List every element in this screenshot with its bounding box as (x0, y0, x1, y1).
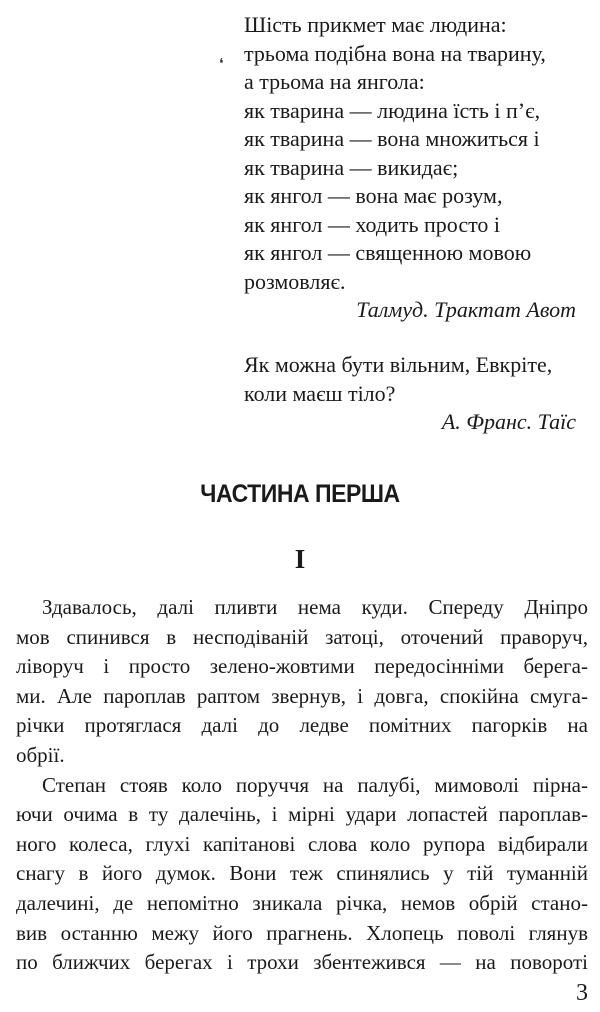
text-line: мов спинився в несподіваній затоці, оточений праворуч, (16, 624, 588, 649)
text-line: ліворуч і просто зелено-жовтими передосінніми берега- (16, 654, 588, 679)
epigraph-line: як янгол — ходить просто і (244, 211, 501, 237)
chapter-body (16, 593, 588, 978)
epigraph-line: розмовляє. (244, 268, 346, 294)
stray-mark: ❛ (219, 57, 224, 72)
page-number: 3 (576, 980, 588, 1006)
epigraph-line: Шість прикмет має людина: (244, 12, 507, 37)
epigraph-source: Талмуд. Трактат Авот (356, 297, 576, 322)
epigraph-source: А. Франс. Таїс (441, 409, 576, 434)
epigraph-line: як тварина — людина їсть і п’є, (244, 97, 541, 123)
epigraph-line: трьома подібна вона на тварину, (244, 40, 546, 66)
text-line: снагу в його думок. Вони теж спинялись у тій туманній (16, 861, 588, 886)
epigraph-france (244, 351, 584, 437)
paragraph (16, 771, 588, 978)
epigraph-line: як тварина — вона множиться і (244, 126, 540, 151)
text-line: по ближчих берегах і трохи збентежився — на повороті (16, 950, 588, 975)
text-line: Здавалось, далі пливти нема куди. Спереду Дніпро (42, 595, 588, 619)
epigraph-talmud (244, 11, 584, 325)
epigraph-line: Як можна бути вільним, Евкріте, (244, 352, 553, 377)
epigraph-line: а трьома на янгола: (244, 69, 425, 94)
text-line: ючи очима в ту далечінь, і мірні удари лопастей пароплав- (16, 802, 588, 827)
text-line: обрії. (16, 742, 65, 767)
text-line: далечині, де непомітно зникала річка, немов обрій стано- (16, 890, 588, 915)
paragraph (16, 593, 588, 771)
epigraph-line: коли маєш тіло? (244, 380, 396, 406)
part-title: ЧАСТИНА ПЕРША (200, 480, 400, 508)
text-line: ми. Але пароплав раптом звернув, і довга, спокійна смуга- (16, 683, 588, 708)
epigraph-line: як тварина — викидає; (244, 154, 459, 180)
text-line: річки протяглася далі до ледве помітних пагорків на (16, 713, 588, 738)
text-line: ного колеса, глухі капітанові слова коло рупора відбирали (16, 831, 588, 856)
epigraph-line: як янгол — священною мовою (244, 240, 532, 265)
text-line: Степан стояв коло поруччя на палубі, мимоволі пірна- (42, 772, 588, 797)
epigraph-line: як янгол — вона має розум, (244, 183, 503, 208)
text-line: вив останню межу його прагнень. Хлопець поволі глянув (16, 920, 588, 945)
chapter-number: I (294, 544, 306, 574)
